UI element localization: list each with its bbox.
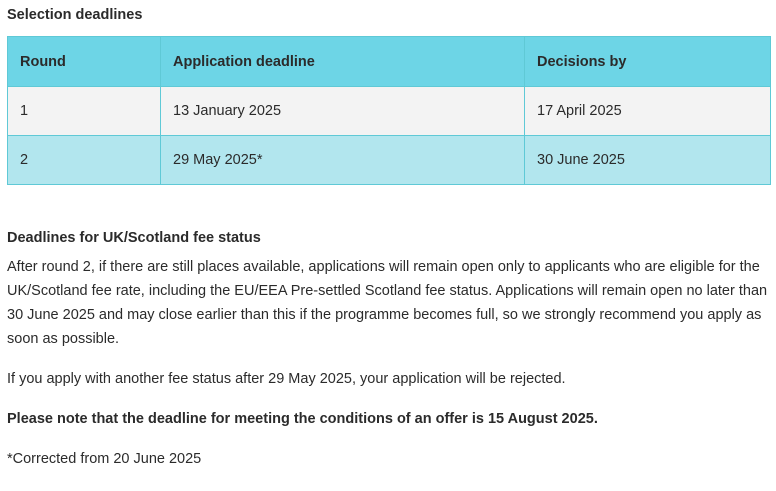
correction-footnote: *Corrected from 20 June 2025: [7, 451, 202, 467]
cell-round: 1: [8, 87, 161, 136]
cell-application-deadline: 13 January 2025: [161, 87, 525, 136]
fee-status-paragraph: After round 2, if there are still places available, applications will remain open only to applicants who are eligible for the UK/Scotland fee rate, including the EU/EEA Pre-settled Scotland fee status. Applications will remain open no later than 30 June 2025 and may close earlier than this if the programme becomes full, so we strongly recommend you apply as soon as possible.: [7, 259, 768, 347]
table-header-row: [8, 37, 771, 87]
table-row: [8, 87, 771, 136]
cell-decisions-by: 17 April 2025: [525, 87, 771, 136]
column-header-decisions-by: Decisions by: [525, 37, 771, 87]
rejection-notice: If you apply with another fee status after 29 May 2025, your application will be rejected.: [7, 371, 566, 387]
section-title: Selection deadlines: [7, 7, 143, 23]
cell-round: 2: [8, 136, 161, 185]
offer-conditions-notice: Please note that the deadline for meeting the conditions of an offer is 15 August 2025.: [7, 411, 598, 427]
table-row: [8, 136, 771, 185]
column-header-round: Round: [8, 37, 161, 87]
fee-status-heading: Deadlines for UK/Scotland fee status: [7, 230, 261, 246]
content: [7, 0, 770, 471]
deadlines-table: [7, 36, 771, 185]
cell-decisions-by: 30 June 2025: [525, 136, 771, 185]
column-header-application-deadline: Application deadline: [161, 37, 525, 87]
cell-application-deadline: 29 May 2025*: [161, 136, 525, 185]
